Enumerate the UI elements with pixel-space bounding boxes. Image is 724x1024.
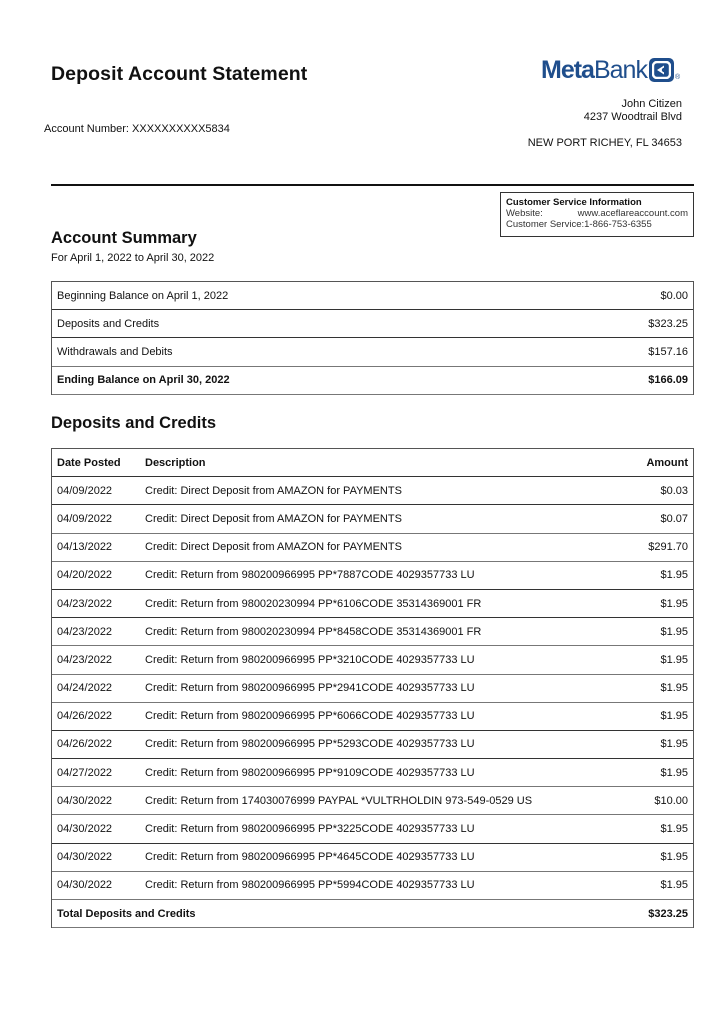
table-row: 04/24/2022 Credit: Return from 980200966995 PP*2941CODE 4029357733 LU $1.95 bbox=[52, 675, 693, 703]
statement-period: For April 1, 2022 to April 30, 2022 bbox=[51, 252, 215, 264]
page-title: Deposit Account Statement bbox=[51, 63, 308, 85]
website-label: Website: bbox=[506, 208, 543, 219]
table-header-row bbox=[52, 449, 693, 477]
account-summary-table bbox=[51, 281, 694, 395]
column-header-date: Date Posted bbox=[57, 456, 121, 469]
table-row: 04/30/2022 Credit: Return from 174030076999 PAYPAL *VULTRHOLDIN 973-549-0529 US $10.00 bbox=[52, 787, 693, 815]
table-row: 04/30/2022 Credit: Return from 980200966995 PP*3225CODE 4029357733 LU $1.95 bbox=[52, 815, 693, 843]
customer-name: John Citizen bbox=[621, 98, 682, 110]
summary-row-ending-balance: Ending Balance on April 30, 2022 $166.09 bbox=[52, 367, 693, 395]
phone-number: 1-866-753-6355 bbox=[584, 219, 652, 230]
website-link[interactable]: www.aceflareaccount.com bbox=[577, 208, 688, 219]
account-number-label: Account Number: bbox=[44, 123, 129, 135]
account-summary-heading: Account Summary bbox=[51, 229, 197, 247]
summary-row: Withdrawals and Debits $157.16 bbox=[52, 338, 693, 366]
total-amount: $323.25 bbox=[648, 907, 688, 920]
summary-row: Deposits and Credits $323.25 bbox=[52, 310, 693, 338]
logo-wordmark: MetaBank bbox=[541, 56, 647, 84]
table-row: 04/30/2022 Credit: Return from 980200966995 PP*5994CODE 4029357733 LU $1.95 bbox=[52, 872, 693, 900]
table-row: 04/09/2022 Credit: Direct Deposit from AMAZON for PAYMENTS $0.07 bbox=[52, 505, 693, 533]
customer-city: NEW PORT RICHEY, FL 34653 bbox=[527, 137, 682, 149]
metabank-logo-icon bbox=[649, 58, 674, 82]
total-label: Total Deposits and Credits bbox=[57, 907, 196, 920]
summary-row: Beginning Balance on April 1, 2022 $0.00 bbox=[52, 282, 693, 310]
table-total-row bbox=[52, 900, 693, 928]
table-row: 04/30/2022 Credit: Return from 980200966995 PP*4645CODE 4029357733 LU $1.95 bbox=[52, 844, 693, 872]
customer-service-box bbox=[500, 192, 694, 237]
customer-street: 4237 Woodtrail Blvd bbox=[583, 111, 682, 123]
account-number-value: XXXXXXXXXX5834 bbox=[132, 123, 230, 135]
registered-mark: ® bbox=[674, 74, 681, 81]
deposits-table bbox=[51, 448, 694, 928]
table-row: 04/27/2022 Credit: Return from 980200966995 PP*9109CODE 4029357733 LU $1.95 bbox=[52, 759, 693, 787]
table-row: 04/23/2022 Credit: Return from 980200966995 PP*3210CODE 4029357733 LU $1.95 bbox=[52, 646, 693, 674]
table-row: 04/23/2022 Credit: Return from 980020230994 PP*8458CODE 35314369001 FR $1.95 bbox=[52, 618, 693, 646]
table-row: 04/23/2022 Credit: Return from 980020230994 PP*6106CODE 35314369001 FR $1.95 bbox=[52, 590, 693, 618]
table-row: 04/09/2022 Credit: Direct Deposit from AMAZON for PAYMENTS $0.03 bbox=[52, 477, 693, 505]
column-header-description: Description bbox=[145, 456, 206, 469]
table-row: 04/20/2022 Credit: Return from 980200966995 PP*7887CODE 4029357733 LU $1.95 bbox=[52, 562, 693, 590]
column-header-amount: Amount bbox=[646, 456, 688, 469]
customer-address bbox=[584, 98, 682, 124]
table-row: 04/26/2022 Credit: Return from 980200966995 PP*6066CODE 4029357733 LU $1.95 bbox=[52, 703, 693, 731]
customer-service-title: Customer Service Information bbox=[506, 197, 642, 208]
deposits-heading: Deposits and Credits bbox=[51, 414, 217, 432]
header-divider bbox=[51, 184, 694, 186]
metabank-logo bbox=[541, 56, 680, 84]
table-row: 04/13/2022 Credit: Direct Deposit from AMAZON for PAYMENTS $291.70 bbox=[52, 534, 693, 562]
phone-label: Customer Service: bbox=[506, 219, 585, 230]
table-row: 04/26/2022 Credit: Return from 980200966995 PP*5293CODE 4029357733 LU $1.95 bbox=[52, 731, 693, 759]
account-number bbox=[44, 123, 230, 135]
